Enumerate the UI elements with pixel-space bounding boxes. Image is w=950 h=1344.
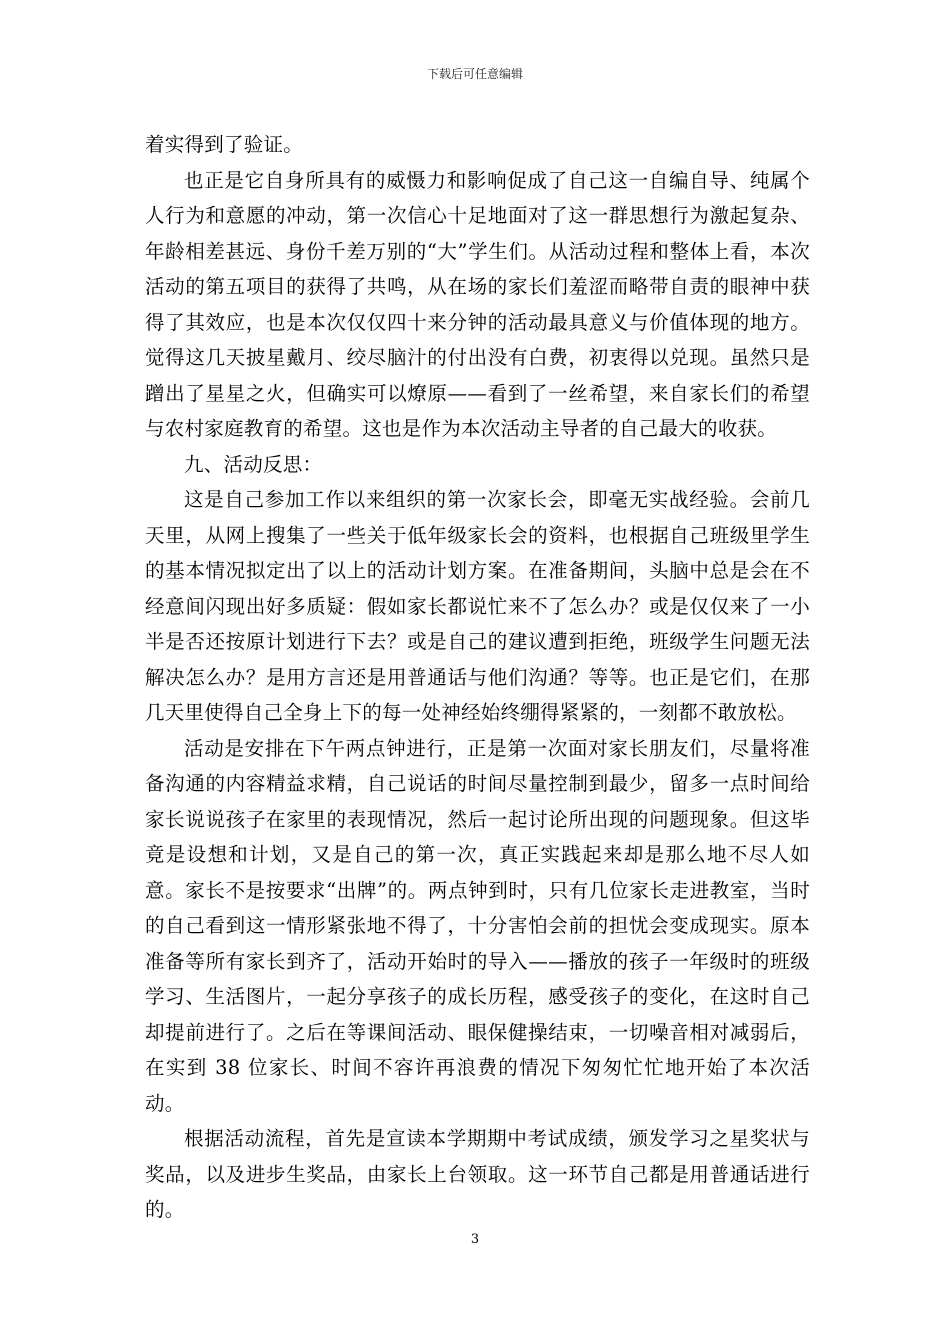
paragraph-continuation: 着实得到了验证。 (145, 133, 304, 156)
paragraph: 活动是安排在下午两点钟进行，正是第一次面对家长朋友们，尽量将准备沟通的内容精益求精，自己说话的时间尽量控制到最少，留多一点时间给家长说说孩子在家里的表现情况，然后一起讨论所出现的问题现象。但这毕竟是设想和计划，又是自己的第一次，真正实践起来却是那么地不尽人如意。家长不是按要求“出牌”的。两点钟到时，只有几位家长走进教室，当时的自己看到这一情形紧张地不得了，十分害怕会前的担忧会变成现实。原本准备等所有家长到齐了，活动开始时的导入——播放的孩子一年级时的班级学习、生活图片，一起分享孩子的成长历程，感受孩子的变化，在这时自己却提前进行了。之后在等课间活动、眼保健操结束，一切噪音相对减弱后，在实到 38 位家长、时间不容许再浪费的情况下匆匆忙忙地开始了本次活动。 (145, 736, 810, 1115)
document-body (145, 127, 810, 1228)
paragraph: 根据活动流程，首先是宣读本学期期中考试成绩，颁发学习之星奖状与奖品，以及进步生奖品，由家长上台领取。这一环节自己都是用普通话进行的。 (145, 1127, 810, 1221)
page-number: 3 (470, 1232, 480, 1247)
page-header: 下载后可任意编辑 (426, 67, 523, 81)
paragraph: 这是自己参加工作以来组织的第一次家长会，即毫无实战经验。会前几天里，从网上搜集了一些关于低年级家长会的资料，也根据自己班级里学生的基本情况拟定出了以上的活动计划方案。在准备期间，头脑中总是会在不经意间闪现出好多质疑：假如家长都说忙来不了怎么办？或是仅仅来了一小半是否还按原计划进行下去？或是自己的建议遭到拒绝，班级学生问题无法解决怎么办？是用方言还是用普通话与他们沟通？等等。也正是它们，在那几天里使得自己全身上下的每一处神经始终绷得紧紧的，一刻都不敢放松。 (145, 488, 810, 724)
paragraph: 也正是它自身所具有的威慑力和影响促成了自己这一自编自导、纯属个人行为和意愿的冲动，第一次信心十足地面对了这一群思想行为激起复杂、年龄相差甚远、身份千差万别的“大”学生们。从活动过程和整体上看，本次活动的第五项目的获得了共鸣，从在场的家长们羞涩而略带自责的眼神中获得了其效应，也是本次仅仅四十来分钟的活动最具意义与价值体现的地方。觉得这几天披星戴月、绞尽脑汁的付出没有白费，初衷得以兑现。虽然只是蹭出了星星之火，但确实可以燎原——看到了一丝希望，来自家长们的希望与农村家庭教育的希望。这也是作为本次活动主导者的自己最大的收获。 (145, 168, 810, 440)
section-heading: 九、活动反思： (184, 452, 323, 476)
